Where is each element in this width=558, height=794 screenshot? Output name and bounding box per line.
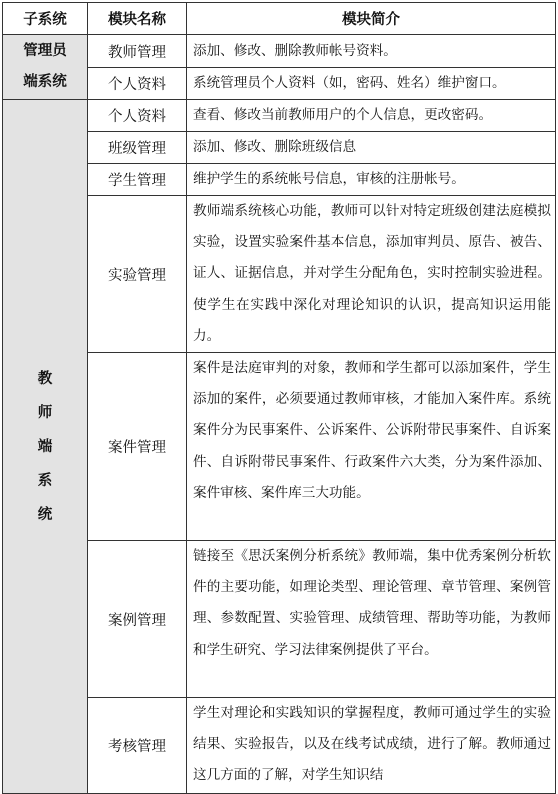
header-module-name: 模块名称	[88, 3, 187, 35]
module-desc: 链接至《思沃案例分析系统》教师端，集中优秀案例分析软件的主要功能，如理论类型、理论管理、章节管理、案例管理、参数配置、实验管理、成绩管理、帮助等功能，为教师和学生研究、学习法律案例提供了平台。	[187, 541, 556, 698]
subsystem-teacher: 教师端系统	[3, 100, 88, 794]
module-name: 班级管理	[88, 132, 187, 164]
module-desc: 学生对理论和实践知识的掌握程度，教师可通过学生的实验结果、实验报告，以及在线考试成绩，进行了解。教师通过这几方面的了解，对学生知识结	[187, 698, 556, 794]
subsystem-admin: 管理员端系统	[3, 35, 88, 100]
module-table	[2, 2, 556, 794]
module-desc: 教师端系统核心功能，教师可以针对特定班级创建法庭模拟实验，设置实验案件基本信息，添加审判员、原告、被告、证人、证据信息，并对学生分配角色，实时控制实验进程。使学生在实践中深化对理论知识的认识，提高知识运用能力。	[187, 196, 556, 353]
module-desc: 查看、修改当前教师用户的个人信息，更改密码。	[187, 100, 556, 132]
module-name: 教师管理	[88, 35, 187, 68]
module-name: 案件管理	[88, 353, 187, 541]
module-desc: 系统管理员个人资料（如，密码、姓名）维护窗口。	[187, 68, 556, 100]
module-name: 个人资料	[88, 100, 187, 132]
module-desc: 维护学生的系统帐号信息，审核的注册帐号。	[187, 164, 556, 196]
module-desc: 案件是法庭审判的对象，教师和学生都可以添加案件，学生添加的案件，必须要通过教师审核，才能加入案件库。系统案件分为民事案件、公诉案件、公诉附带民事案件、自诉案件、自诉附带民事案件、行政案件六大类，分为案件添加、案件审核、案件库三大功能。	[187, 353, 556, 541]
module-name: 个人资料	[88, 68, 187, 100]
header-subsystem: 子系统	[3, 3, 88, 35]
header-module-intro: 模块简介	[187, 3, 556, 35]
header-row	[3, 3, 556, 35]
module-name: 案例管理	[88, 541, 187, 698]
module-name: 实验管理	[88, 196, 187, 353]
module-name: 考核管理	[88, 698, 187, 794]
table-row	[3, 35, 556, 68]
table-row	[3, 100, 556, 132]
module-desc: 添加、修改、删除教师帐号资料。	[187, 35, 556, 68]
module-name: 学生管理	[88, 164, 187, 196]
module-desc: 添加、修改、删除班级信息	[187, 132, 556, 164]
